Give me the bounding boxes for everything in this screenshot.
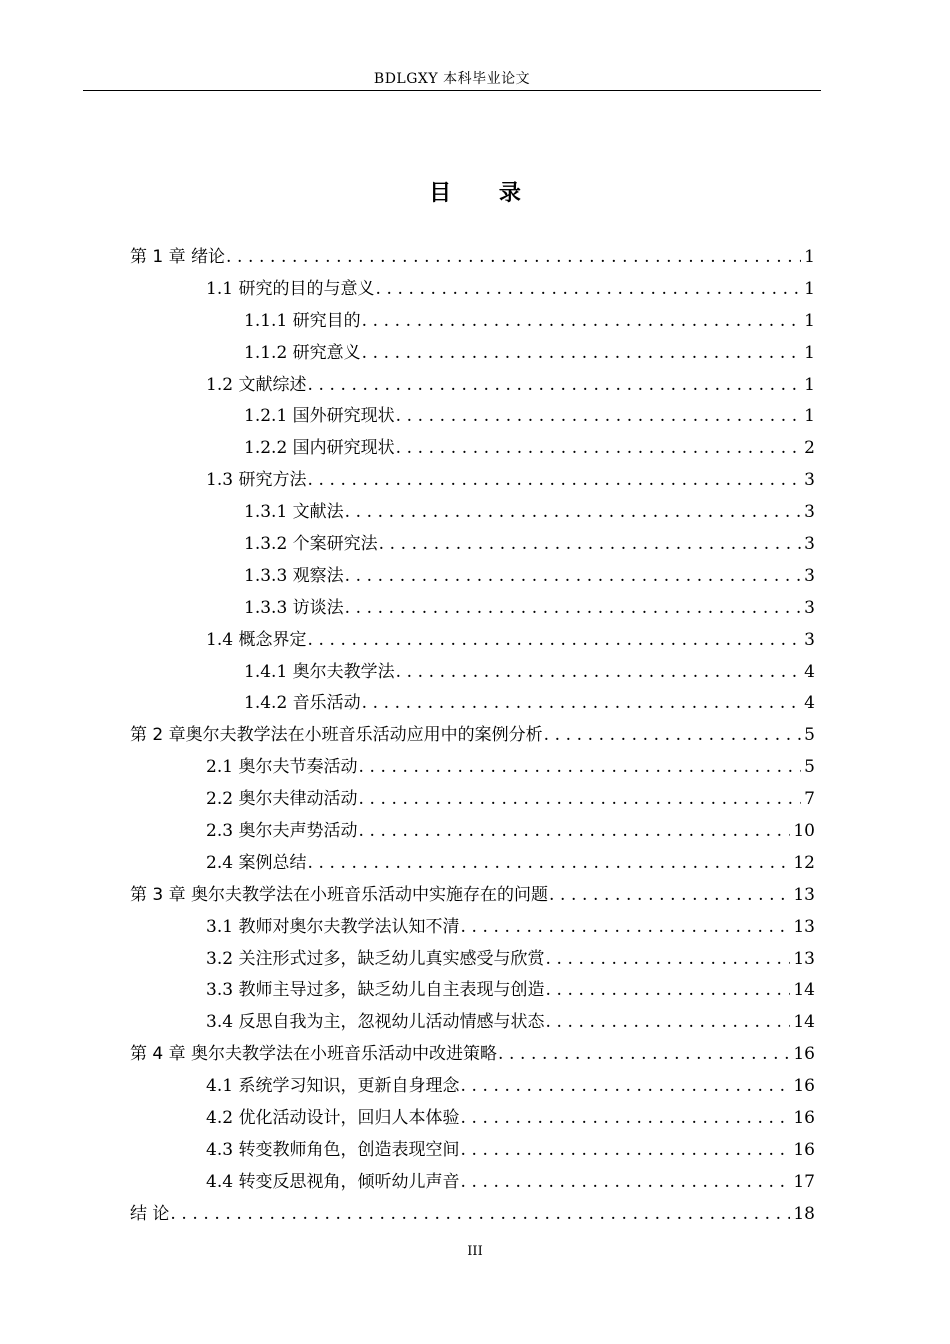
toc-dot-leader [358, 784, 801, 816]
toc-dot-leader [307, 625, 801, 657]
toc-entry[interactable] [130, 1103, 815, 1135]
toc-entry-label: 1.3.2 个案研究法 [244, 534, 378, 555]
toc-entry[interactable] [130, 880, 815, 912]
toc-entry-page: 12 [793, 852, 815, 873]
toc-entry-page: 3 [804, 597, 815, 618]
toc-entry[interactable] [130, 1199, 815, 1231]
toc-entry-page: 16 [793, 1108, 815, 1129]
toc-dot-leader [460, 1167, 790, 1199]
toc-dot-leader [345, 593, 802, 625]
toc-entry[interactable] [130, 497, 815, 529]
toc-entry-label: 2.4 案例总结 [206, 852, 307, 873]
toc-dot-leader [358, 752, 801, 784]
toc-dot-leader [396, 657, 802, 689]
toc-entry-label: 第 1 章 绪论 [130, 247, 226, 267]
toc-dot-leader [362, 306, 802, 338]
toc-entry-page: 13 [793, 948, 815, 969]
toc-dot-leader [396, 401, 802, 433]
toc-entry[interactable] [130, 848, 815, 880]
toc-dot-leader [170, 1199, 790, 1231]
toc-entry[interactable] [130, 1135, 815, 1167]
toc-entry-label: 3.1 教师对奥尔夫教学法认知不清 [206, 916, 460, 937]
toc-entry-label: 1.3 研究方法 [206, 470, 307, 491]
toc-dot-leader [362, 688, 802, 720]
toc-entry-label: 1.1 研究的目的与意义 [206, 278, 375, 299]
toc-entry-label: 1.4.2 音乐活动 [244, 693, 361, 714]
toc-dot-leader [307, 848, 790, 880]
toc-dot-leader [498, 1039, 790, 1071]
toc-entry[interactable] [130, 561, 815, 593]
toc-entry[interactable] [130, 433, 815, 465]
toc-dot-leader [345, 561, 802, 593]
toc-entry-page: 7 [804, 789, 815, 810]
toc-entry[interactable] [130, 338, 815, 370]
toc-entry[interactable] [130, 274, 815, 306]
toc-dot-leader [362, 338, 802, 370]
toc-entry-page: 1 [804, 310, 815, 331]
toc-dot-leader [460, 1071, 790, 1103]
toc-entry-page: 18 [793, 1203, 815, 1224]
toc-entry-page: 13 [793, 884, 815, 905]
toc-entry-label: 第 4 章 奥尔夫教学法在小班音乐活动中改进策略 [130, 1044, 498, 1065]
table-of-contents [130, 242, 815, 1231]
toc-entry-label: 2.2 奥尔夫律动活动 [206, 789, 358, 810]
toc-entry-page: 1 [804, 374, 815, 395]
toc-entry[interactable] [130, 370, 815, 402]
toc-entry-label: 4.1 系统学习知识，更新自身理念 [206, 1076, 460, 1097]
toc-entry-page: 4 [804, 661, 815, 682]
toc-entry[interactable] [130, 529, 815, 561]
toc-entry-label: 1.2.2 国内研究现状 [244, 438, 395, 459]
toc-entry[interactable] [130, 752, 815, 784]
toc-entry[interactable] [130, 593, 815, 625]
toc-entry[interactable] [130, 912, 815, 944]
toc-dot-leader [545, 1007, 790, 1039]
toc-entry[interactable] [130, 625, 815, 657]
toc-dot-leader [307, 465, 801, 497]
toc-entry[interactable] [130, 975, 815, 1007]
toc-entry-page: 14 [793, 1012, 815, 1033]
toc-dot-leader [396, 433, 802, 465]
toc-dot-leader [545, 975, 790, 1007]
toc-dot-leader [345, 497, 802, 529]
toc-entry[interactable] [130, 688, 815, 720]
running-header: BDLGXY 本科毕业论文 [373, 71, 531, 87]
toc-entry[interactable] [130, 1071, 815, 1103]
toc-dot-leader [549, 880, 790, 912]
toc-entry-page: 1 [804, 406, 815, 427]
toc-entry-label: 2.3 奥尔夫声势活动 [206, 821, 358, 842]
toc-entry-label: 结 论 [130, 1203, 170, 1224]
toc-entry-label: 4.3 转变教师角色，创造表现空间 [206, 1139, 460, 1160]
toc-entry[interactable] [130, 465, 815, 497]
toc-entry-page: 16 [793, 1044, 815, 1065]
page-number: III [467, 1244, 483, 1259]
toc-entry-label: 第 3 章 奥尔夫教学法在小班音乐活动中实施存在的问题 [130, 884, 549, 905]
toc-dot-leader [358, 816, 790, 848]
toc-entry-label: 1.4 概念界定 [206, 629, 307, 650]
toc-entry-page: 3 [804, 470, 815, 491]
toc-entry[interactable] [130, 1039, 815, 1071]
toc-entry[interactable] [130, 1167, 815, 1199]
toc-entry-label: 2.1 奥尔夫节奏活动 [206, 757, 358, 778]
toc-entry-page: 3 [804, 629, 815, 650]
toc-entry-page: 4 [804, 693, 815, 714]
toc-dot-leader [460, 1103, 790, 1135]
toc-entry[interactable] [130, 1007, 815, 1039]
toc-entry[interactable] [130, 401, 815, 433]
toc-entry-page: 16 [793, 1139, 815, 1160]
toc-entry-page: 13 [793, 916, 815, 937]
toc-dot-leader [460, 912, 790, 944]
header-rule [83, 90, 821, 91]
toc-dot-leader [226, 242, 801, 274]
toc-entry-label: 第 2 章奥尔夫教学法在小班音乐活动应用中的案例分析 [130, 725, 543, 746]
toc-entry-label: 1.1.1 研究目的 [244, 310, 361, 331]
toc-entry-label: 1.2.1 国外研究现状 [244, 406, 395, 427]
toc-entry-label: 4.2 优化活动设计，回归人本体验 [206, 1108, 460, 1129]
toc-entry-label: 1.3.1 文献法 [244, 502, 344, 523]
toc-entry[interactable] [130, 720, 815, 752]
toc-entry[interactable] [130, 306, 815, 338]
toc-dot-leader [545, 944, 790, 976]
toc-entry-page: 1 [804, 278, 815, 299]
toc-entry-page: 14 [793, 980, 815, 1001]
toc-entry-page: 2 [804, 438, 815, 459]
toc-entry-label: 1.2 文献综述 [206, 374, 307, 395]
toc-entry-label: 1.3.3 观察法 [244, 565, 344, 586]
toc-entry-label: 3.3 教师主导过多，缺乏幼儿自主表现与创造 [206, 980, 545, 1001]
toc-entry-page: 10 [793, 821, 815, 842]
toc-entry-label: 1.4.1 奥尔夫教学法 [244, 661, 395, 682]
toc-entry[interactable] [130, 657, 815, 689]
toc-dot-leader [544, 720, 802, 752]
toc-dot-leader [307, 370, 801, 402]
toc-entry-page: 3 [804, 565, 815, 586]
toc-entry-page: 3 [804, 502, 815, 523]
toc-entry[interactable] [130, 944, 815, 976]
toc-dot-leader [379, 529, 802, 561]
toc-entry[interactable] [130, 784, 815, 816]
toc-entry-page: 1 [804, 247, 815, 267]
toc-entry-page: 16 [793, 1076, 815, 1097]
toc-entry-label: 3.4 反思自我为主，忽视幼儿活动情感与状态 [206, 1012, 545, 1033]
toc-entry-page: 3 [804, 534, 815, 555]
toc-entry-page: 5 [804, 725, 815, 746]
toc-entry-page: 5 [804, 757, 815, 778]
toc-entry-page: 1 [804, 342, 815, 363]
toc-entry-label: 1.1.2 研究意义 [244, 342, 361, 363]
toc-entry-label: 1.3.3 访谈法 [244, 597, 344, 618]
toc-dot-leader [375, 274, 801, 306]
toc-entry-page: 17 [793, 1171, 815, 1192]
toc-entry-label: 4.4 转变反思视角，倾听幼儿声音 [206, 1171, 460, 1192]
toc-entry[interactable] [130, 242, 815, 274]
toc-dot-leader [460, 1135, 790, 1167]
page-title: 目 录 [429, 181, 541, 206]
toc-entry[interactable] [130, 816, 815, 848]
toc-entry-label: 3.2 关注形式过多，缺乏幼儿真实感受与欣赏 [206, 948, 545, 969]
